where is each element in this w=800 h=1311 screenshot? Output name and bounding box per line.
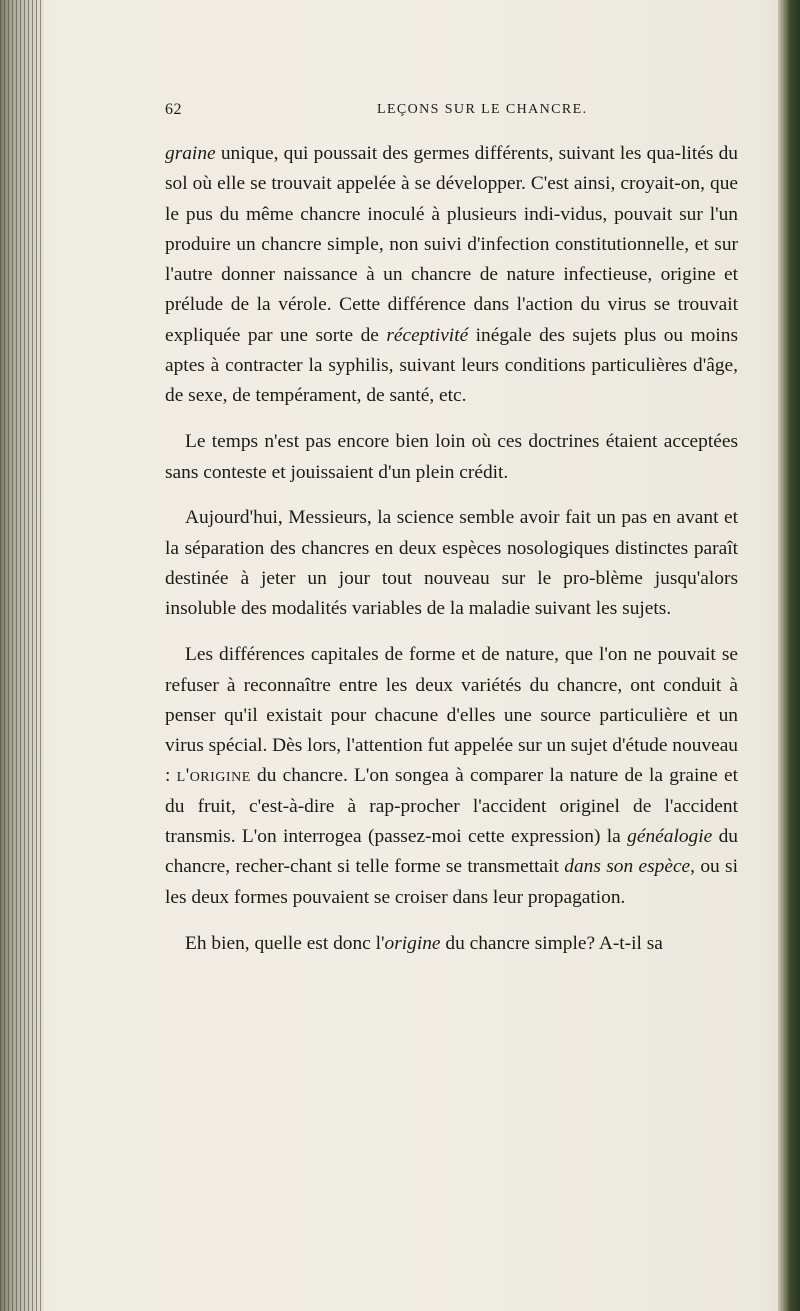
text-run: Le temps n'est pas encore bien loin où ces doctrines étaient acceptées sans conteste et jouissaient d'un plein crédit.	[165, 431, 738, 483]
text-run: , ou si les deux formes pouvaient se croiser dans leur propagation.	[165, 856, 738, 908]
paragraph-1	[165, 139, 738, 412]
small-caps-text: l'origine	[176, 765, 251, 787]
italic-text: dans son espèce	[564, 856, 691, 878]
running-title: LEÇONS SUR LE CHANCRE.	[377, 102, 588, 117]
paragraph-3	[165, 503, 738, 624]
page-number: 62	[165, 101, 182, 118]
paragraph-2	[165, 427, 738, 488]
text-run: inégale des sujets plus ou moins aptes à contracter la syphilis, suivant leurs conditions particulières d'âge, de sexe, de tempérament, de santé, etc.	[165, 324, 738, 407]
text-run: Les différences capitales de forme et de nature, que l'on ne pouvait se refuser à reconnaître entre les deux variétés du chancre, ont conduit à penser qu'il existait pour chacune d'elles une source particulière et un virus spécial. Dès lors, l'attention fut appelée sur un sujet d'étude nouveau :	[165, 644, 738, 787]
text-run: du chancre simple? A-t-il sa	[440, 932, 663, 954]
italic-text: réceptivité	[386, 324, 469, 346]
page-header	[165, 101, 735, 121]
text-run: du chancre. L'on songea à comparer la nature de la graine et du fruit, c'est-à-dire à rap-procher l'accident originel de l'accident transmis. L'on interrogea (passez-moi cette expression) la	[165, 765, 738, 848]
text-run: Eh bien, quelle est donc l'	[185, 932, 385, 954]
text-run: Aujourd'hui, Messieurs, la science semble avoir fait un pas en avant et la séparation des chancres en deux espèces nosologiques distinctes paraît destinée à jeter un jour tout nouveau sur le pro-blème jusqu'alors insoluble des modalités variables de la maladie suivant les sujets.	[165, 507, 738, 620]
italic-text: généalogie	[627, 826, 713, 848]
paragraph-4	[165, 640, 738, 913]
italic-text: origine	[384, 932, 441, 954]
body-text	[165, 139, 738, 959]
text-run: du chancre, recher-chant si telle forme se transmettait	[165, 826, 738, 878]
page-binding-right-edge	[778, 0, 800, 1311]
paragraph-5	[165, 929, 738, 959]
italic-text: graine	[165, 143, 216, 164]
page-binding-left-edge	[0, 0, 44, 1311]
text-run: unique, qui poussait des germes différents, suivant les qua-lités du sol où elle se trouvait appelée à se développer. C'est ainsi, croyait-on, que le pus du même chancre inoculé à plusieurs indi-vidus, pouvait sur l'un produire un chancre simple, non suivi d'infection constitutionnelle, et sur l'autre donner naissance à un chancre de nature infectieuse, origine et prélude de la vérole. Cette différence dans l'action du virus se trouvait expliquée par une sorte de	[165, 143, 738, 346]
